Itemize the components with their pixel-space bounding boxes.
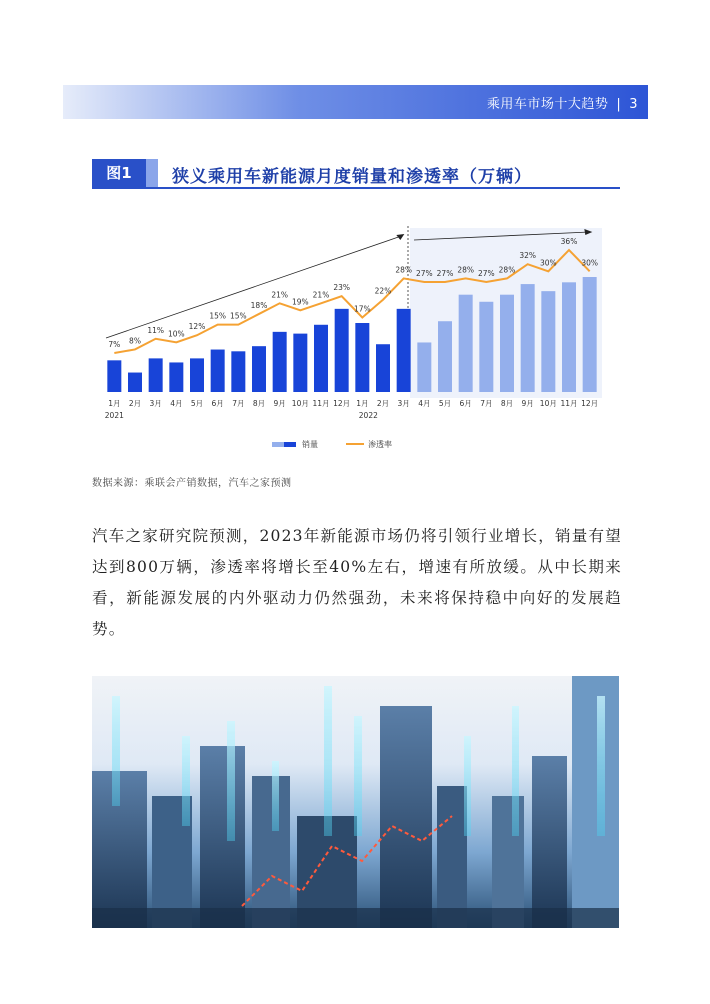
bar-销量-6 xyxy=(231,351,245,392)
page-number: 3 xyxy=(629,97,638,112)
body-paragraph: 汽车之家研究院预测，2023年新能源市场仍将引领行业增长，销量有望达到800万辆，渗透率将增长至40%左右，增速有所放缓。从中长期来看，新能源发展的内外驱动力仍然强劲，未来将保持稳中向好的发展趋势。 xyxy=(92,527,622,638)
data-label-0: 7% xyxy=(108,340,121,349)
bar-销量-19 xyxy=(500,295,514,392)
building xyxy=(437,786,467,928)
bar-销量-15 xyxy=(417,342,431,392)
x-tick-label-19: 8月 xyxy=(500,399,514,408)
bar-销量-11 xyxy=(335,309,349,392)
figure-heading xyxy=(92,159,620,189)
bar-销量-8 xyxy=(273,332,287,392)
x-tick-label-18: 7月 xyxy=(480,399,493,408)
bar-销量-3 xyxy=(169,362,183,392)
figure-label: 图1 xyxy=(92,159,146,187)
x-tick-label-11: 12月 xyxy=(333,399,351,408)
x-tick-label-15: 4月 xyxy=(418,399,431,408)
x-tick-label-2: 3月 xyxy=(149,399,162,408)
bar-销量-20 xyxy=(521,284,535,392)
bar-销量-23 xyxy=(583,277,597,392)
bar-销量-4 xyxy=(190,358,204,392)
figure-label-accent xyxy=(146,159,158,187)
legend-swatch-bar-light xyxy=(272,442,284,447)
legend-label-penetration: 渗透率 xyxy=(368,440,392,449)
bar-销量-21 xyxy=(541,291,555,392)
ground xyxy=(92,908,619,928)
bar-销量-5 xyxy=(211,350,225,392)
bar-销量-13 xyxy=(376,344,390,392)
x-tick-label-10: 11月 xyxy=(312,399,330,408)
year-label-2021: 2021 xyxy=(104,411,124,420)
x-tick-label-5: 6月 xyxy=(211,399,224,408)
trend-arrow-1 xyxy=(106,236,401,338)
building xyxy=(380,706,432,928)
data-label-3: 10% xyxy=(167,329,185,339)
bar-销量-9 xyxy=(293,334,307,392)
data-label-18: 27% xyxy=(477,268,495,278)
bar-销量-0 xyxy=(107,360,121,392)
building xyxy=(252,776,290,928)
data-label-5: 15% xyxy=(209,311,227,321)
bar-销量-1 xyxy=(128,373,142,392)
bar-销量-17 xyxy=(459,295,473,392)
bar-销量-14 xyxy=(397,309,411,392)
x-tick-label-3: 4月 xyxy=(170,399,183,408)
city-skyline-photo xyxy=(92,676,619,928)
x-tick-label-13: 2月 xyxy=(376,399,390,408)
x-tick-label-8: 9月 xyxy=(273,399,286,408)
x-tick-label-12: 1月 xyxy=(356,399,369,408)
building xyxy=(200,746,245,928)
data-label-12: 17% xyxy=(353,304,371,314)
building xyxy=(572,676,619,928)
bar-销量-18 xyxy=(479,302,493,392)
data-label-20: 32% xyxy=(519,251,537,261)
bar-销量-10 xyxy=(314,325,328,392)
data-label-8: 21% xyxy=(271,290,289,300)
data-source: 数据来源：乘联会产销数据，汽车之家预测 xyxy=(92,478,292,489)
x-tick-label-6: 7月 xyxy=(232,399,245,408)
skyline-illustration xyxy=(92,676,619,928)
data-label-13: 22% xyxy=(374,286,392,296)
x-tick-label-1: 2月 xyxy=(128,399,142,408)
x-tick-label-21: 10月 xyxy=(539,399,557,408)
x-tick-label-9: 10月 xyxy=(291,399,309,408)
sales-penetration-chart xyxy=(92,220,612,460)
chart-glow-bars xyxy=(112,686,605,841)
header-text xyxy=(487,93,638,112)
x-tick-label-23: 12月 xyxy=(581,399,599,408)
data-label-14: 28% xyxy=(395,265,413,275)
bar-销量-2 xyxy=(149,358,163,392)
data-label-10: 21% xyxy=(312,290,330,300)
x-tick-label-4: 5月 xyxy=(190,399,204,408)
building xyxy=(532,756,567,928)
x-tick-label-7: 8月 xyxy=(252,399,266,408)
legend-swatch-bar-dark xyxy=(284,442,296,447)
legend-label-sales: 销量 xyxy=(302,440,318,449)
data-label-16: 27% xyxy=(436,268,454,278)
data-label-1: 8% xyxy=(129,336,141,346)
data-label-2: 11% xyxy=(147,325,165,335)
data-label-7: 18% xyxy=(250,300,268,310)
x-tick-label-17: 6月 xyxy=(459,399,472,408)
data-label-23: 30% xyxy=(581,258,599,268)
bar-销量-12 xyxy=(355,323,369,392)
x-tick-label-22: 11月 xyxy=(560,399,578,408)
year-label-2022: 2022 xyxy=(358,411,378,420)
x-tick-label-20: 9月 xyxy=(521,399,534,408)
data-label-6: 15% xyxy=(229,311,247,321)
header-title: 乘用车市场十大趋势 xyxy=(486,97,609,112)
data-label-11: 23% xyxy=(333,283,351,293)
data-label-17: 28% xyxy=(457,265,475,275)
header-bar xyxy=(63,85,648,119)
x-tick-label-14: 3月 xyxy=(397,399,410,408)
bar-销量-7 xyxy=(252,346,266,392)
data-label-21: 30% xyxy=(539,258,557,268)
figure-title: 狭义乘用车新能源月度销量和渗透率（万辆） xyxy=(172,167,532,187)
bar-销量-16 xyxy=(438,321,452,392)
x-tick-label-0: 1月 xyxy=(108,399,121,408)
data-label-9: 19% xyxy=(291,297,309,307)
data-label-15: 27% xyxy=(415,268,433,278)
x-tick-label-16: 5月 xyxy=(438,399,452,408)
data-label-4: 12% xyxy=(188,322,206,332)
bar-销量-22 xyxy=(562,282,576,392)
header-separator: | xyxy=(616,97,622,112)
data-label-19: 28% xyxy=(498,265,516,275)
data-label-22: 36% xyxy=(560,237,578,246)
